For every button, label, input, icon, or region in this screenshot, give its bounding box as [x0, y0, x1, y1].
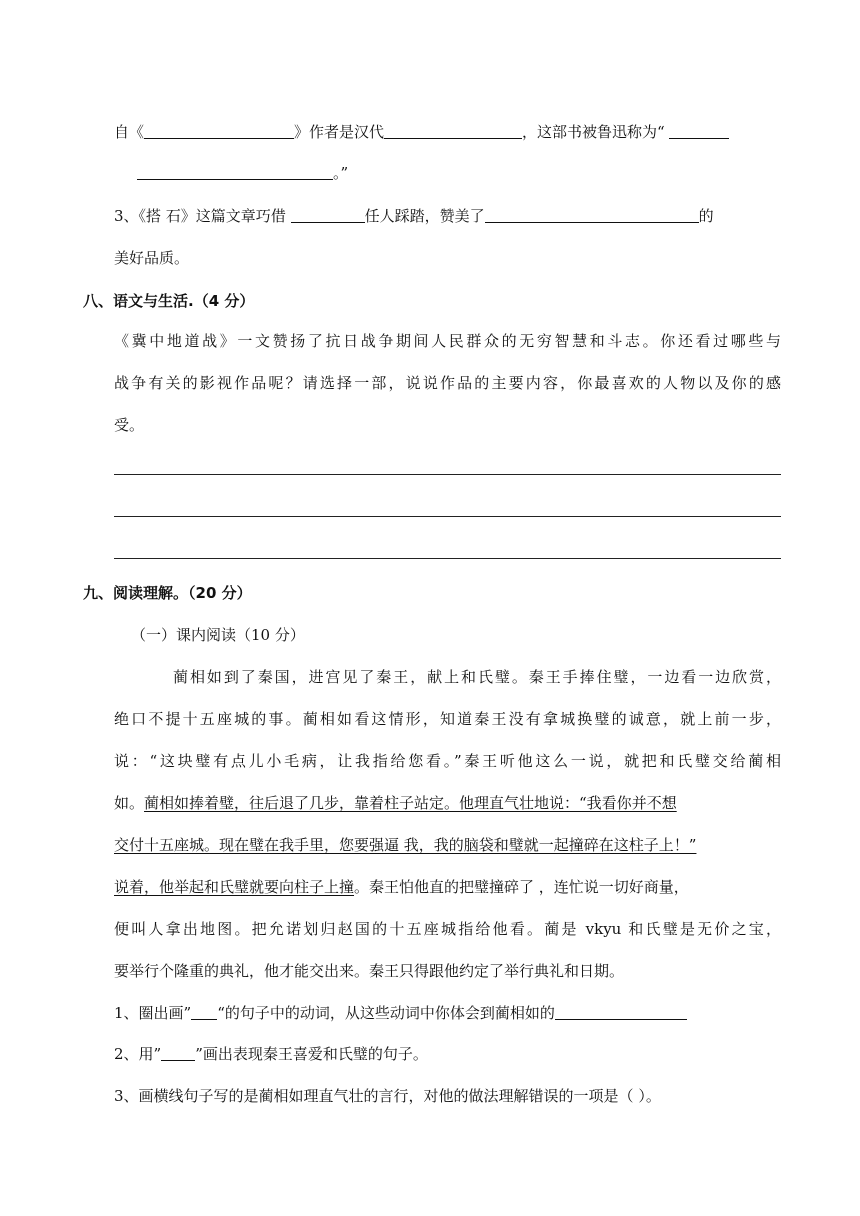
author-blank[interactable] [384, 122, 522, 139]
question-book-line2 [137, 162, 348, 184]
passage-line-7: 便叫人拿出地图。把允诺划归赵国的十五座城指给他看。蔺是 vkyu 和氏璧是无价之宝， [114, 920, 781, 938]
question-book-line1 [114, 121, 729, 143]
passage-line-6 [114, 876, 689, 898]
item3-text-prefix: 3、《搭 石》这篇文章巧借 [114, 207, 286, 225]
question-9-3: 3、画横线句子写的是蔺相如理直气壮的言行，对他的做法理解错误的一项是（ ）。 [114, 1087, 661, 1105]
q2-text-prefix: 2、用” [114, 1045, 162, 1063]
underlined-sentence-middle: 交付十五座城。现在璧在我手里，您要强逼 我，我的脑袋和璧就一起撞碎在这柱子上！” [114, 836, 697, 854]
book-text-author: 》作者是汉代 [294, 123, 385, 141]
section-8-heading: 八、语文与生活.（4 分） [83, 292, 255, 310]
book-text-prefix: 自《 [114, 123, 145, 141]
book-text-end: 。” [333, 164, 349, 182]
passage-line-8: 要举行个隆重的典礼，他才能交出来。秦王只得跟他约定了举行典礼和日期。 [114, 962, 625, 980]
q1-text-body: “的句子中的动词，从这些动词中你体会到蔺相如的 [217, 1004, 555, 1022]
book-text-praise: ，这部书被鲁迅称为“ [522, 123, 665, 141]
praise-blank-start[interactable] [669, 122, 729, 139]
section-9-subheading: （一）课内阅读（10 分） [131, 626, 305, 644]
underlined-sentence-start: 蔺相如捧着璧，往后退了几步，靠着柱子站定。他理直气壮地说：“我看你并不想 [144, 794, 677, 812]
praise-blank-end[interactable] [137, 163, 333, 180]
item3-text-praise: 任人踩踏，赞美了 [364, 207, 485, 225]
section-9-heading: 九、阅读理解。（20 分） [83, 584, 252, 602]
passage-line-4 [114, 792, 781, 814]
underlined-sentence-end: 说着，他举起和氏璧就要向柱子上撞 [114, 878, 355, 896]
question-9-1 [114, 1002, 687, 1024]
quality-blank[interactable] [485, 206, 699, 223]
q1-answer-blank[interactable] [555, 1003, 687, 1020]
passage-line-1: 蔺相如到了秦国，进宫见了秦王，献上和氏璧。秦王手捧住璧，一边看一边欣赏， [173, 668, 781, 686]
q1-mark-sample [191, 1003, 217, 1020]
item3-text-de: 的 [698, 207, 714, 225]
passage-line-2: 绝口不提十五座城的事。蔺相如看这情形，知道秦王没有拿城换璧的诚意，就上前一步， [114, 710, 781, 728]
section-8-prompt-line3: 受。 [114, 416, 145, 434]
question-3-line1 [114, 205, 714, 227]
question-9-2 [114, 1043, 428, 1065]
section-8-prompt-line2: 战争有关的影视作品呢？请选择一部，说说作品的主要内容，你最喜欢的人物以及你的感 [114, 374, 781, 392]
passage-line-3: 说：“这块璧有点儿小毛病，让我指给您看。”秦王听他这么一说，就把和氏璧交给蔺相 [114, 752, 781, 770]
stone-blank[interactable] [291, 206, 365, 223]
passage-line-4-start: 如。 [114, 794, 145, 812]
q2-mark-sample [161, 1044, 195, 1061]
question-3-line2: 美好品质。 [114, 249, 190, 267]
answer-line-3[interactable] [114, 558, 781, 559]
passage-line-6-rest: 。秦王怕他直的把璧撞碎了 ，连忙说一切好商量， [354, 878, 689, 896]
answer-line-1[interactable] [114, 474, 781, 475]
section-8-prompt-line1: 《冀中地道战》一文赞扬了抗日战争期间人民群众的无穷智慧和斗志。你还看过哪些与 [114, 332, 781, 350]
book-title-blank[interactable] [144, 122, 294, 139]
q1-text-prefix: 1、圈出画” [114, 1004, 192, 1022]
answer-line-2[interactable] [114, 516, 781, 517]
q2-text-body: ”画出表现秦王喜爱和氏璧的句子。 [195, 1045, 428, 1063]
